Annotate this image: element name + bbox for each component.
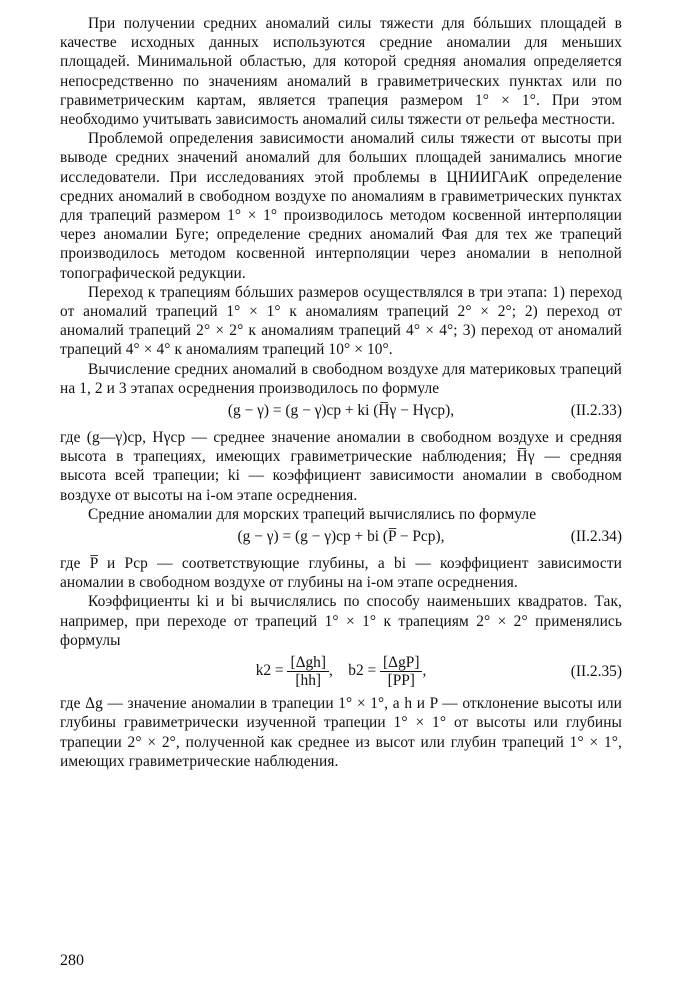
paragraph-9: где Δg — значение аномалии в трапеции 1° × 1°, а h и P — отклонение высоты или глубины гравиметрически изученной трапеции 1° × 1° от высоты или глубины трапеции 2° × 2°, полученной как среднее из высот или глубин трапеций 1° × 1°, имеющих гравиметрические наблюдения. <box>60 695 622 770</box>
paragraph-8: Коэффициенты ki и bi вычислялись по способу наименьших квадратов. Так, например, при переходе от трапеций 1° × 1° к трапециям 2° × 2° применялись формулы <box>60 593 622 649</box>
formula-expression: (g − γ) = (g − γ)ср + bi (P̅ − Pср), <box>237 528 445 546</box>
b2-fraction <box>380 654 422 689</box>
text-column <box>60 14 622 771</box>
formula-expression: k2 = [Δgh] [hh] , b2 = [ΔgP] [PP] , <box>255 654 427 690</box>
formula-II-2-35 <box>60 650 622 694</box>
k2-denominator: [hh] <box>295 672 322 690</box>
k2-label: k2 = <box>255 662 284 680</box>
paragraph-3: Переход к трапециям бóльших размеров осуществлялся в три этапа: 1) переход от аномалий трапеций 1° × 1° к аномалиям трапеций 2° × 2°; 2) переход от аномалий трапеций 2° × 2° к аномалиям трапеций 4° × 4°; 3) переход от аномалий трапеций 4° × 4° к аномалиям трапеций 10° × 10°. <box>60 283 622 359</box>
formula-number: (II.2.33) <box>570 402 622 420</box>
paragraph-1: При получении средних аномалий силы тяжести для бóльших площадей в качестве исходных данных используются средние аномалии для меньших площадей. Минимальной областью, для которой средняя аномалия определяется непосредственно по значениям аномалий в гравиметрических пунктах или по гравиметрическим картам, является трапеция размером 1° × 1°. При этом необходимо учитывать зависимость аномалий силы тяжести от рельефа местности. <box>60 15 622 129</box>
paragraph-4: Вычисление средних аномалий в свободном воздухе для материковых трапеций на 1, 2 и 3 этапах осреднения производилось по формуле <box>60 360 622 397</box>
paragraph-7: где P̅ и Pср — соответствующие глубины, а bi — коэффициент зависимости аномалии в свободном воздухе от глубины на i-ом этапе осреднения. <box>60 555 622 592</box>
k2-fraction <box>287 654 329 689</box>
b2-denominator: [PP] <box>387 672 415 690</box>
formula-number: (II.2.34) <box>570 528 622 546</box>
b2-numerator: [ΔgP] <box>380 654 422 672</box>
k2-numerator: [Δgh] <box>287 654 329 672</box>
paragraph-6: Средние аномалии для морских трапеций вычислялись по формуле <box>88 505 537 523</box>
paragraph-5: где (g—γ)ср, Hγср — среднее значение аномалии в свободном воздухе и средняя высота в трапециях, имеющих гравиметрические наблюдения; H̅γ — средняя высота всей трапеции; ki — коэффициент зависимости аномалии в свободном воздухе от высоты на i-ом этапе осреднения. <box>60 429 622 504</box>
page-number: 280 <box>60 952 84 969</box>
b2-label: b2 = <box>348 662 377 680</box>
formula-II-2-34 <box>60 524 622 554</box>
formula-expression: (g − γ) = (g − γ)ср + ki (H̅γ − Hγср), <box>227 402 455 420</box>
paragraph-2: Проблемой определения зависимости аномалий силы тяжести от высоты при выводе средних значений аномалий для больших площадей занимались многие исследователи. При исследованиях этой проблемы в ЦНИИГАиК определение средних аномалий в свободном воздухе по аномалиям в гравиметрических пунктах для трапеций размером 1° × 1° производилось методом косвенной интерполяции через аномалии Буге; определение средних аномалий Фая для тех же трапеций производилось методом косвенной интерполяции через аномалии в неполной топографической редукции. <box>60 130 622 282</box>
formula-II-2-33 <box>60 398 622 428</box>
formula-number: (II.2.35) <box>570 663 622 681</box>
